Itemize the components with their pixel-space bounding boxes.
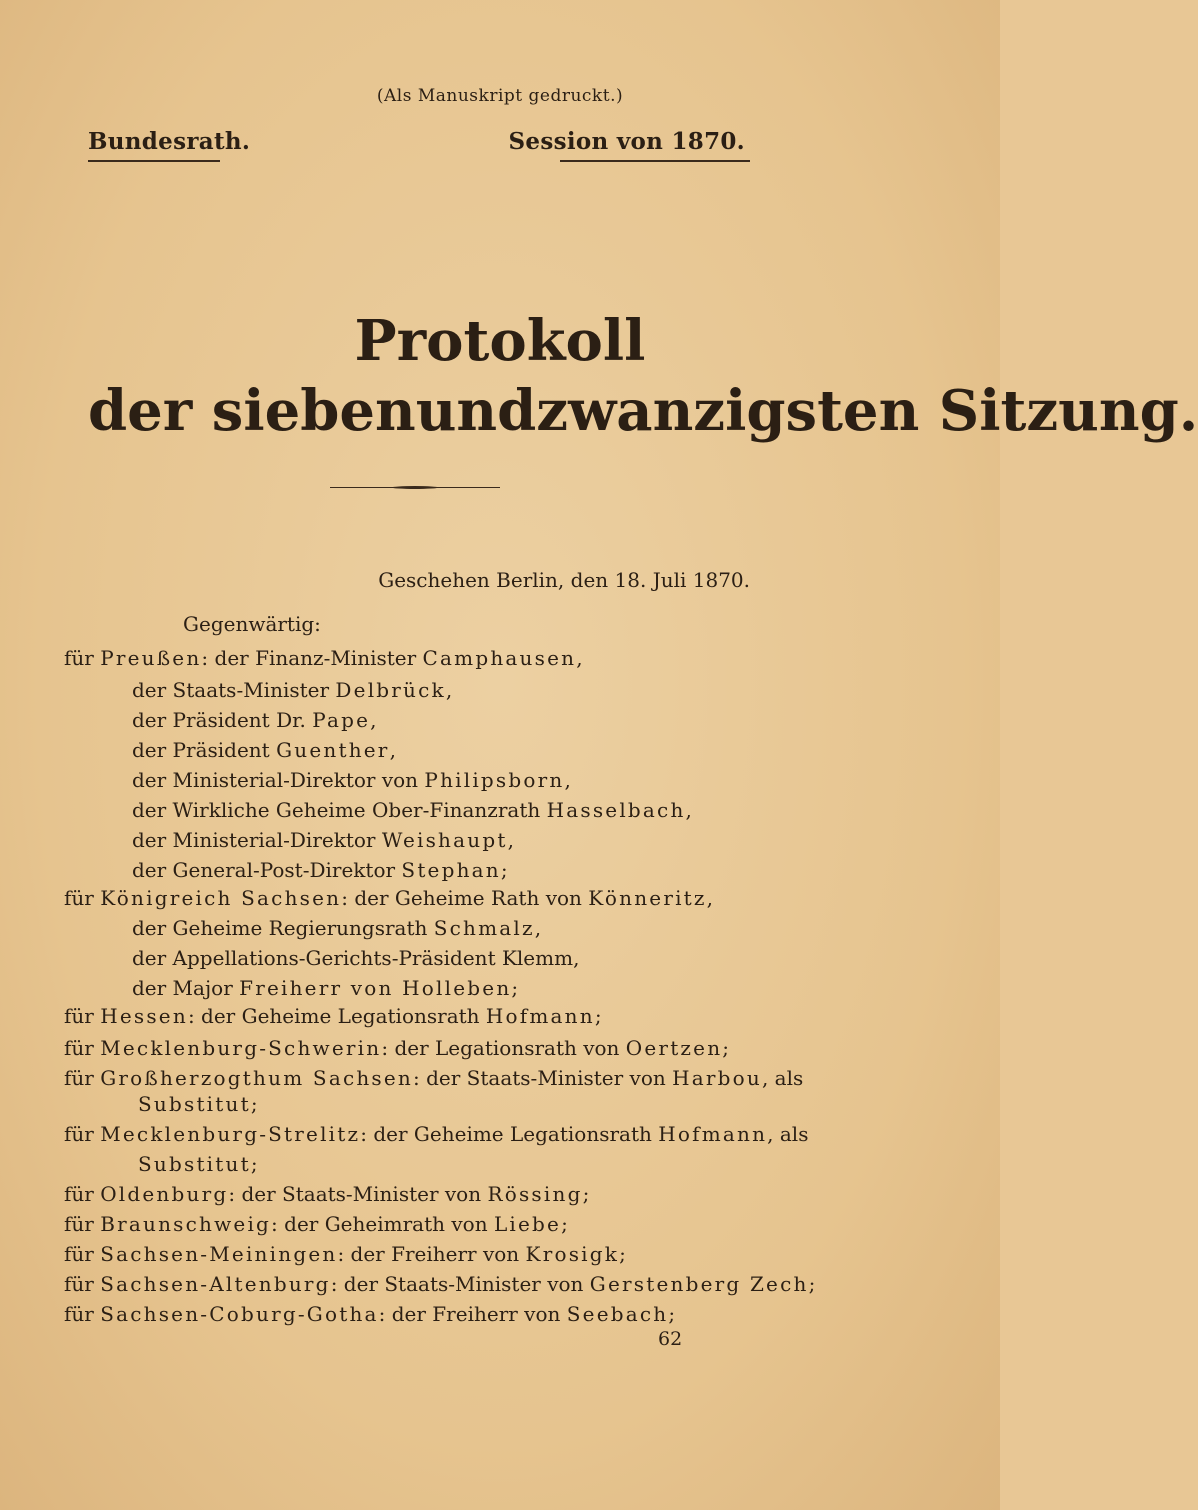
header-right-rule <box>560 160 750 162</box>
attendee-name: Guenther <box>276 738 390 762</box>
attendee-role: : der Staats-Minister von <box>413 1066 673 1090</box>
attendee-role: : der Geheime Legationsrath <box>360 1122 659 1146</box>
manuscript-note: (Als Manuskript gedruckt.) <box>376 86 624 106</box>
attendee-role: : der Legationsrath von <box>381 1036 626 1060</box>
attendee-tail: ; <box>619 1242 626 1266</box>
attendee-name: Liebe <box>493 1212 562 1236</box>
attendee-line <box>132 740 396 760</box>
attendee-role: der Präsident Dr. <box>132 708 313 732</box>
attendee-line <box>138 1154 258 1174</box>
attendee-role: der Präsident <box>132 738 277 762</box>
attendee-role: der Ministerial-Direktor von <box>132 768 425 792</box>
attendee-line <box>132 918 541 938</box>
attendee-line <box>64 1006 602 1026</box>
attendee-role: der Geheime Regierungsrath <box>132 916 434 940</box>
attendee-name: Weishaupt <box>381 828 508 852</box>
attendee-prefix: für <box>64 1122 101 1146</box>
attendee-tail: , <box>576 646 583 670</box>
attendee-state: Königreich Sachsen <box>100 886 342 910</box>
attendee-tail: , als <box>761 1066 804 1090</box>
attendee-tail: ; <box>250 1152 258 1176</box>
attendee-role: : der Geheime Legationsrath <box>187 1004 486 1028</box>
attendee-tail: , <box>706 886 714 910</box>
attendee-line <box>132 948 579 968</box>
attendee-prefix: für <box>64 886 101 910</box>
attendee-tail: ; <box>511 976 519 1000</box>
attendee-line <box>132 710 376 730</box>
attendee-line <box>132 770 571 790</box>
attendee-name: Stephan <box>401 858 501 882</box>
attendee-state: Braunschweig <box>100 1212 272 1236</box>
title-line-2: der siebenundzwanzigsten Sitzung. <box>88 378 1198 444</box>
attendee-state: Mecklenburg-Schwerin <box>100 1036 382 1060</box>
attendee-name: Rössing <box>487 1182 583 1206</box>
attendee-prefix: für <box>64 1182 101 1206</box>
attendee-name: Hasselbach <box>546 798 686 822</box>
attendee-tail: ; <box>722 1036 730 1060</box>
attendee-prefix: für <box>64 1212 101 1236</box>
attendee-tail: , als <box>767 1122 809 1146</box>
attendee-role: : der Staats-Minister von <box>330 1272 590 1296</box>
attendee-prefix: für <box>64 646 101 670</box>
attendee-state: Sachsen-Meiningen <box>100 1242 338 1266</box>
attendee-role: der Appellations-Gerichts-Präsident Klemm, <box>132 946 580 970</box>
attendee-prefix: für <box>64 1004 101 1028</box>
attendee-name: Substitut <box>138 1092 251 1116</box>
attendee-name: Oertzen <box>625 1036 723 1060</box>
attendee-line <box>138 1094 258 1114</box>
attendee-name: Substitut <box>138 1152 251 1176</box>
attendee-name: Könneritz <box>588 886 707 910</box>
attendee-line <box>64 1274 815 1294</box>
attendee-state: Sachsen-Altenburg <box>100 1272 331 1296</box>
attendee-line <box>64 648 583 668</box>
attendee-tail: ; <box>500 858 508 882</box>
attendee-role: : der Geheimrath von <box>271 1212 494 1236</box>
attendee-tail: , <box>389 738 396 762</box>
attendee-role: der Staats-Minister <box>132 678 336 702</box>
attendee-tail: , <box>534 916 542 940</box>
attendee-name: Hofmann <box>485 1004 595 1028</box>
attendee-role: : der Freiherr von <box>378 1302 567 1326</box>
attendee-tail: ; <box>668 1302 676 1326</box>
attendee-tail: , <box>445 678 453 702</box>
attendee-state: Oldenburg <box>100 1182 229 1206</box>
attendee-prefix: für <box>64 1272 101 1296</box>
attendee-line <box>64 888 713 908</box>
attendee-prefix: für <box>64 1036 101 1060</box>
attendee-name: Schmalz <box>433 916 535 940</box>
attendee-name: Seebach <box>566 1302 669 1326</box>
attendee-line <box>64 1124 808 1144</box>
attendee-state: Mecklenburg-Strelitz <box>100 1122 361 1146</box>
title-line-1: Protokoll <box>354 308 646 374</box>
attendee-role: der Ministerial-Direktor <box>132 828 382 852</box>
attendee-line <box>64 1244 626 1264</box>
header-left: Bundesrath. <box>88 128 251 155</box>
attendee-name: Camphausen <box>422 646 577 670</box>
attendee-role: der Major <box>132 976 240 1000</box>
attendee-line <box>64 1184 589 1204</box>
attendee-tail: ; <box>582 1182 590 1206</box>
attendee-tail: ; <box>808 1272 816 1296</box>
attendee-role: : der Freiherr von <box>337 1242 526 1266</box>
attendee-prefix: für <box>64 1066 101 1090</box>
attendee-name: Freiherr von Holleben <box>239 976 512 1000</box>
attendee-state: Hessen <box>100 1004 188 1028</box>
dateline: Geschehen Berlin, den 18. Juli 1870. <box>378 568 750 592</box>
attendee-tail: , <box>685 798 692 822</box>
attendee-tail: ; <box>250 1092 258 1116</box>
attendee-line <box>132 978 518 998</box>
attendee-role: : der Finanz-Minister <box>201 646 423 670</box>
attendee-name: Krosigk <box>525 1242 620 1266</box>
attendee-tail: ; <box>561 1212 568 1236</box>
attendee-name: Hofmann <box>658 1122 768 1146</box>
present-label: Gegenwärtig: <box>183 612 321 636</box>
attendee-state: Sachsen-Coburg-Gotha <box>100 1302 379 1326</box>
header-left-rule <box>88 160 220 162</box>
attendee-name: Harbou <box>672 1066 762 1090</box>
attendee-role: : der Staats-Minister von <box>228 1182 488 1206</box>
attendee-line <box>64 1068 803 1088</box>
attendee-line <box>64 1038 729 1058</box>
attendee-state: Großherzogthum Sachsen <box>100 1066 414 1090</box>
attendee-prefix: für <box>64 1302 101 1326</box>
attendee-name: Pape <box>312 708 371 732</box>
attendee-tail: ; <box>594 1004 602 1028</box>
attendee-name: Philipsborn <box>424 768 565 792</box>
attendee-state: Preußen <box>100 646 202 670</box>
attendee-role: der General-Post-Direktor <box>132 858 402 882</box>
attendee-role: der Wirkliche Geheime Ober-Finanzrath <box>132 798 547 822</box>
attendee-role: : der Geheime Rath von <box>341 886 589 910</box>
attendee-name: Delbrück <box>335 678 446 702</box>
attendee-tail: , <box>370 708 377 732</box>
attendee-line <box>132 680 452 700</box>
attendee-line <box>132 860 508 880</box>
attendee-tail: , <box>507 828 514 852</box>
attendee-prefix: für <box>64 1242 101 1266</box>
attendee-line <box>132 800 692 820</box>
header-right: Session von 1870. <box>508 128 745 155</box>
attendee-tail: , <box>564 768 571 792</box>
page-number: 62 <box>658 1328 683 1350</box>
attendee-name: Gerstenberg Zech <box>589 1272 809 1296</box>
attendee-line <box>64 1304 675 1324</box>
attendee-line <box>64 1214 568 1234</box>
ornamental-divider <box>330 486 500 489</box>
attendee-line <box>132 830 514 850</box>
